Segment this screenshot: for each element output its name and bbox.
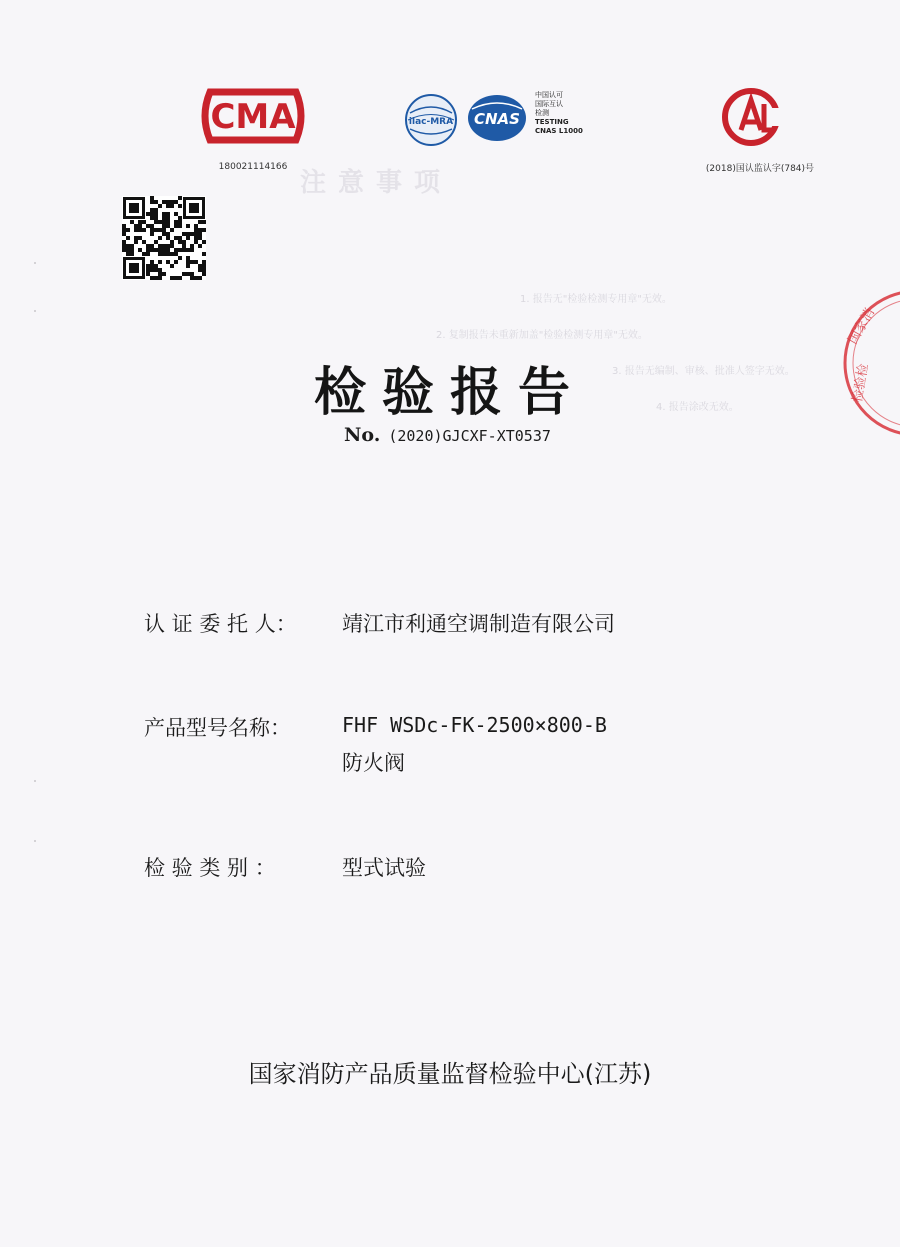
qr-module [198,232,202,236]
qr-module [158,248,162,252]
qr-module [162,244,166,248]
qr-module [194,228,198,232]
qr-module [122,248,126,252]
qr-module [162,232,166,236]
qr-module [130,220,134,224]
qr-module [150,232,154,236]
qr-module [150,224,154,228]
ghost-notice-line: 1. 报告无"检验检测专用章"无效。 [520,294,672,305]
ilac-logo-text: ilac-MRA [408,117,454,127]
qr-module [126,248,130,252]
qr-module [122,228,126,232]
qr-module [166,260,170,264]
qr-module [130,248,134,252]
qr-module [178,236,182,240]
qr-module [142,220,146,224]
qr-module [162,272,166,276]
qr-module [202,268,206,272]
qr-module [178,196,182,200]
qr-module [170,244,174,248]
qr-module [146,244,150,248]
qr-module [146,212,150,216]
client-label: 认 证 委 托 人： [144,612,297,636]
qr-module [150,264,154,268]
qr-module [150,216,154,220]
qr-module [186,236,190,240]
qr-module [150,200,154,204]
svg-text:检验检: 检验检 [850,362,872,404]
scan-speck [34,780,36,782]
qr-module [158,252,162,256]
qr-module [158,244,162,248]
qr-module [174,248,178,252]
qr-module [174,276,178,280]
qr-module [134,240,138,244]
qr-module [162,224,166,228]
product-label: 产品型号名称： [144,716,291,740]
qr-module [202,272,206,276]
cnas-line: 国际互认 [535,100,563,108]
qr-module [138,236,142,240]
qr-module [146,224,150,228]
product-name-value: 防火阀 [342,751,405,775]
ghost-notice-line: 4. 报告涂改无效。 [656,402,739,413]
qr-module [174,224,178,228]
qr-module [130,252,134,256]
qr-module [170,204,174,208]
qr-module [194,260,198,264]
qr-module [194,276,198,280]
qr-module [174,236,178,240]
client-value: 靖江市利通空调制造有限公司 [342,612,615,636]
qr-module [190,244,194,248]
qr-module [138,220,142,224]
qr-module [154,212,158,216]
qr-module [178,224,182,228]
qr-code [122,196,206,280]
qr-module [194,232,198,236]
qr-module [186,248,190,252]
qr-module [174,200,178,204]
qr-module [130,244,134,248]
qr-module [166,204,170,208]
qr-module [202,228,206,232]
product-model-value: FHF WSDc-FK-2500×800-B [342,713,607,737]
qr-module [158,268,162,272]
qr-module [158,236,162,240]
qr-module [178,216,182,220]
qr-module [198,244,202,248]
qr-module [126,228,130,232]
qr-module [158,272,162,276]
qr-module [194,224,198,228]
qr-module [154,248,158,252]
category-label: 检 验 类 别 ： [144,856,276,880]
qr-module [138,248,142,252]
qr-module [190,248,194,252]
cal-code: (2018)国认监认字(784)号 [705,164,815,174]
qr-module [190,260,194,264]
qr-module [182,248,186,252]
qr-module [190,232,194,236]
qr-module [202,260,206,264]
qr-module [138,228,142,232]
qr-module [158,228,162,232]
qr-module [146,264,150,268]
qr-module [150,228,154,232]
qr-module [186,264,190,268]
qr-module [178,248,182,252]
qr-module [198,268,202,272]
qr-module [122,240,126,244]
qr-module [182,244,186,248]
qr-module [194,240,198,244]
qr-module [158,276,162,280]
qr-module [186,224,190,228]
qr-module [170,252,174,256]
qr-module [202,264,206,268]
qr-module [126,252,130,256]
ghost-notice-line: 3. 报告无编制、审核、批准人签字无效。 [612,366,795,377]
qr-module [178,276,182,280]
qr-module [186,272,190,276]
qr-module [166,252,170,256]
seal-text: 国家消防产品质量监督检验中心 检验检测专用章 [835,283,857,284]
qr-module [162,200,166,204]
svg-text:国家消: 国家消 [845,305,878,347]
qr-module [142,240,146,244]
qr-module [162,248,166,252]
qr-module [166,236,170,240]
qr-module [170,264,174,268]
ghost-notice-line: 2. 复制报告未重新加盖"检验检测专用章"无效。 [436,330,648,341]
category-value: 型式试验 [342,856,426,880]
qr-module [170,200,174,204]
qr-module [146,268,150,272]
qr-module [186,256,190,260]
cma-logo-text: CMA [210,97,296,137]
report-number-label: No. [344,424,381,446]
qr-module [150,268,154,272]
qr-module [158,260,162,264]
qr-module [150,212,154,216]
qr-module [174,252,178,256]
qr-module [146,272,150,276]
qr-module [126,244,130,248]
qr-module [154,216,158,220]
qr-module [174,260,178,264]
qr-module [186,260,190,264]
qr-module [162,228,166,232]
qr-module [178,256,182,260]
qr-module [138,224,142,228]
qr-module [134,224,138,228]
qr-module [150,260,154,264]
issuer-name: 国家消防产品质量监督检验中心(江苏) [248,1060,652,1088]
qr-module [198,220,202,224]
qr-module [154,200,158,204]
qr-module [150,208,154,212]
qr-module [150,248,154,252]
qr-module [174,212,178,216]
cnas-line: TESTING [535,118,569,126]
qr-module [134,228,138,232]
qr-module [170,228,174,232]
qr-module [198,236,202,240]
cnas-logo [466,93,528,143]
qr-module [146,248,150,252]
qr-module [142,252,146,256]
qr-module [154,220,158,224]
qr-module [122,244,126,248]
scan-speck [34,310,36,312]
qr-module [166,212,170,216]
qr-module [182,240,186,244]
qr-module [150,244,154,248]
cma-code: 180021114166 [218,162,288,172]
qr-module [198,264,202,268]
qr-module [166,200,170,204]
qr-module [162,212,166,216]
qr-module [162,252,166,256]
qr-module [166,232,170,236]
ghost-notice-title: 注意事项 [300,168,453,198]
qr-module [178,220,182,224]
qr-module [166,248,170,252]
qr-module [122,232,126,236]
qr-module [174,220,178,224]
qr-module [122,224,126,228]
cnas-logo-text: CNAS [474,110,520,128]
qr-module [142,228,146,232]
qr-module [162,216,166,220]
qr-module [202,252,206,256]
qr-module [178,240,182,244]
qr-module [154,264,158,268]
qr-module [190,272,194,276]
qr-module [190,276,194,280]
qr-module [162,220,166,224]
cnas-line: CNAS L1000 [535,127,583,135]
cnas-accreditation-text [535,91,605,136]
qr-module [154,240,158,244]
qr-module [134,236,138,240]
qr-module [154,268,158,272]
qr-module [166,224,170,228]
cal-logo-text: CAL [749,146,753,147]
qr-module [150,276,154,280]
qr-module [170,276,174,280]
qr-module [194,236,198,240]
qr-module [182,272,186,276]
cal-logo [712,86,790,148]
report-number-value: (2020)GJCXF-XT0537 [388,427,551,445]
qr-module [154,228,158,232]
qr-module [166,244,170,248]
qr-module [158,220,162,224]
cnas-line: 检测 [535,109,549,117]
qr-module [126,236,130,240]
qr-module [198,276,202,280]
qr-module [150,196,154,200]
report-number [344,424,551,446]
scan-speck [34,840,36,842]
qr-module [154,276,158,280]
qr-module [170,240,174,244]
cma-logo [198,84,308,148]
qr-module [154,208,158,212]
qr-module [158,204,162,208]
cnas-line: 中国认可 [535,91,563,99]
report-title: 检验报告 [313,362,586,423]
scan-speck [34,262,36,264]
qr-module [198,228,202,232]
qr-module [146,252,150,256]
ilac-mra-logo [404,93,458,147]
qr-module [202,240,206,244]
qr-module [202,220,206,224]
qr-module [186,232,190,236]
qr-module [166,220,170,224]
qr-module [182,232,186,236]
qr-module [178,204,182,208]
qr-module [166,216,170,220]
